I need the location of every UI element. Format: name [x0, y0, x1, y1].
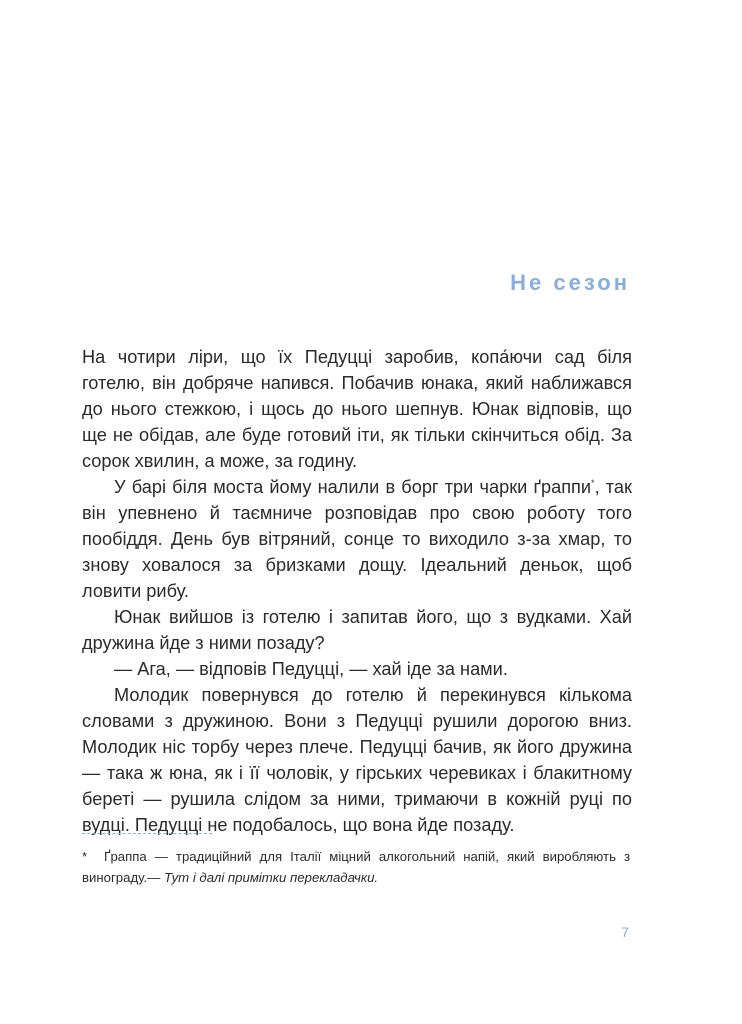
footnote-mark: *	[82, 849, 88, 864]
footnote	[82, 846, 630, 888]
paragraph-2	[82, 474, 632, 604]
page-number: 7	[621, 924, 629, 940]
paragraph-2-text-before: У барі біля моста йому налили в борг три чарки ґраппи	[114, 477, 592, 497]
footnote-translator-note: Тут і далі примітки перекладачки.	[163, 870, 379, 885]
paragraph-2-text-after: , так він упевнено й таємниче розповідав про свою роботу того пообіддя. День був вітряний, сонце то виходило з-за хмар, то знову ховалося за бризками дощу. Ідеальний деньок, щоб ловити рибу.	[82, 477, 632, 601]
body-text	[82, 344, 632, 838]
footnote-reference[interactable]: *	[591, 477, 595, 488]
footnote-text: Ґраппа — традиційний для Італії міцний алкогольний напій, який виробляють з винограду.—	[82, 849, 630, 885]
footnote-divider	[82, 833, 212, 834]
paragraph-3: Юнак вийшов із готелю і запитав його, що з вудками. Хай дружина йде з ними позаду?	[82, 607, 632, 653]
paragraph-5: Молодик повернувся до готелю й перекинувся кількома словами з дружиною. Вони з Педуцці рушили дорогою вниз. Молодик ніс торбу через плече. Педуцці бачив, як його дружина — така ж юна, як і її чоловік, у гірських черевиках і блакитному береті — рушила слідом за ними, тримаючи в кожній руці по вудці. Педуцці не подобалось, що вона йде позаду.	[82, 685, 632, 835]
paragraph-1: На чотири ліри, що їх Педуцці заробив, копа́ючи сад біля готелю, він добряче напився. Побачив юнака, який наближався до нього стежкою, і щось до нього шепнув. Юнак відповів, що ще не обідав, але буде готовий іти, як тільки скінчиться обід. За сорок хвилин, а може, за годину.	[82, 347, 632, 471]
chapter-title: Не сезон	[510, 270, 630, 295]
paragraph-4-dialogue: — Ага, — відповів Педуцці, — хай іде за нами.	[114, 659, 508, 679]
